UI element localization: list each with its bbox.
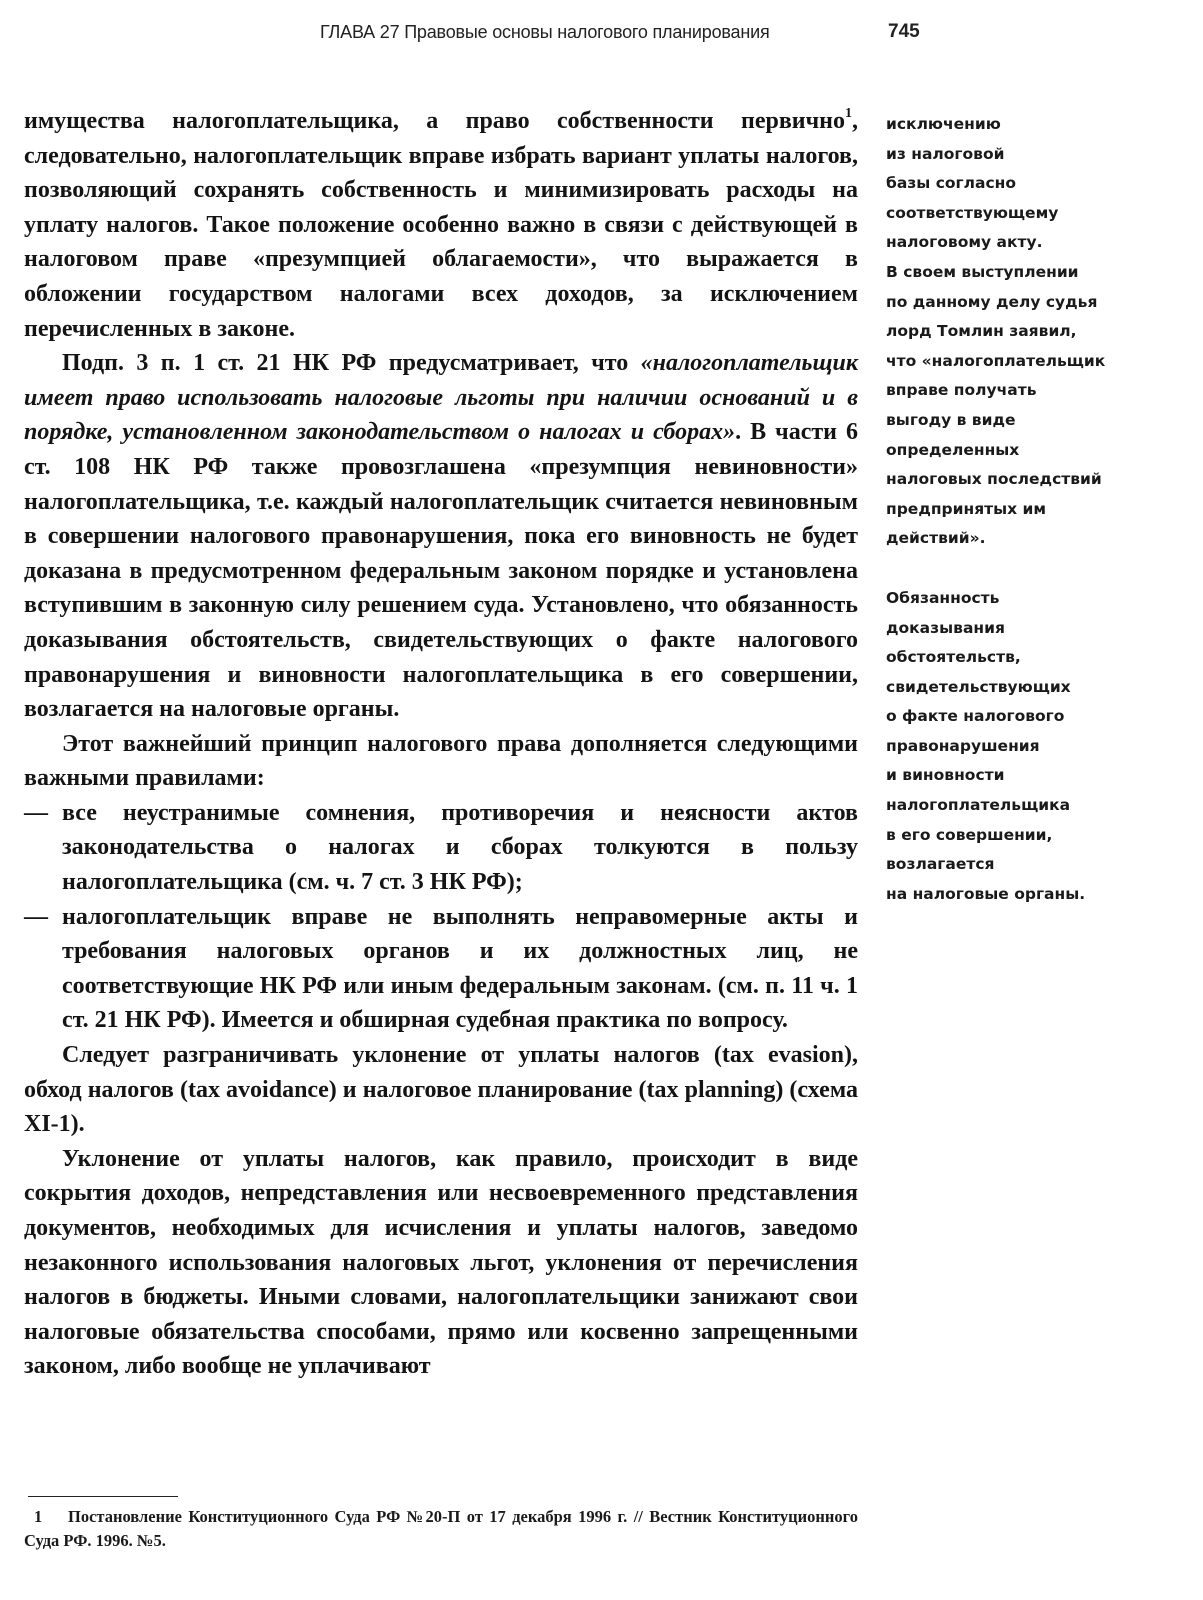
footnote-ref: 1 — [845, 106, 852, 121]
list-item-text: все неустранимые сомнения, противоречия и неясности актов законодательства о налогах и сборах толкуются в пользу налогоплательщика (см. ч. 7 ст. 3 НК РФ); — [62, 799, 858, 896]
list-item — [24, 796, 858, 900]
margin-note-1: исключению из налоговой базы согласно соответствующему налоговому акту. В своем выступлении по данному делу судья лорд Томлин заявил, что «налогоплательщик вправе получать выгоду в виде определенных налоговых последствий предпринятых им действий». — [886, 115, 1106, 548]
footnote-divider — [28, 1496, 178, 1497]
list-item-text: налогоплательщик вправе не выполнять неправомерные акты и требования налоговых органов и их должностных лиц, не соответствующие НК РФ или иным федеральным законам. (см. п. 11 ч. 1 ст. 21 НК РФ). Имеется и обширная судебная практика по вопросу. — [62, 903, 858, 1034]
paragraph-1 — [24, 104, 858, 346]
margin-note-2: Обязанность доказывания обстоятельств, свидетельствующих о факте налогового правонарушения и виновности налогоплательщика в его совершении, возлагается на налоговые органы. — [886, 588, 1086, 903]
paragraph-2-quote: «налогоплательщик имеет право использовать налоговые льготы при наличии оснований и в порядке, установленном законодательством о налогах и сборах» — [24, 350, 858, 446]
main-text — [24, 104, 858, 1384]
footnote-text: Постановление Конституционного Суда РФ №20-П от 17 декабря 1996 г. // Вестник Конституционного Суда РФ. 1996. №5. — [24, 1507, 858, 1550]
paragraph-1-text: имущества налогоплательщика, а право собственности первично — [24, 108, 845, 134]
paragraph-5: Уклонение от уплаты налогов, как правило, происходит в виде сокрытия доходов, непредставления или несвоевременного представления документов, необходимых для исчисления и уплаты налогов, заведомо незаконного использования налоговых льгот, уклонения от перечисления налогов в бюджеты. Иными словами, налогоплательщики занижают свои налоговые обязательства способами, прямо или косвенно запрещенными законом, либо вообще не уплачивают — [24, 1145, 858, 1380]
footnote — [24, 1505, 858, 1553]
running-head — [320, 18, 940, 48]
dash-marker: — — [24, 903, 48, 930]
paragraph-2-text: Подп. 3 п. 1 ст. 21 НК РФ предусматривает, что — [62, 350, 641, 377]
paragraph-2-text-cont: . В части 6 ст. 108 НК РФ также провозглашена «презумпция невиновности» налогоплательщика, т.е. каждый налогоплательщик считается невиновным в совершении налогового правонарушения, пока его виновность не будет доказана в предусмотренном федеральным законом порядке и установлена вступившим в законную силу решением суда. Установлено, что обязанность доказывания обстоятельств, свидетельствующих о факте налогового правонарушения и виновности налогоплательщика в его совершении, возлагается на налоговые органы. — [24, 419, 859, 723]
page-number: 745 — [888, 21, 920, 42]
footnote-mark: 1 — [34, 1507, 43, 1526]
paragraph-4: Следует разграничивать уклонение от уплаты налогов (tax evasion), обход налогов (tax avoidance) и налоговое планирование (tax planning) (схема XI-1). — [24, 1042, 858, 1138]
paragraph-1-text-cont: , следовательно, налогоплательщик вправе избрать вариант уплаты налогов, позволяющий сохранять собственность и минимизировать расходы на уплату налогов. Такое положение особенно важно в связи с действующей в налоговом праве «презумпцией облагаемости», что выражается в обложении государством налогами всех доходов, за исключением перечисленных в законе. — [24, 108, 858, 342]
margin-notes — [886, 110, 1186, 939]
chapter-title: ГЛАВА 27 Правовые основы налогового планирования — [320, 22, 770, 42]
list-item — [24, 900, 858, 1038]
dash-marker: — — [24, 799, 48, 826]
paragraph-3: Этот важнейший принцип налогового права дополняется следующими важными правилами: — [24, 730, 858, 792]
paragraph-2 — [24, 346, 858, 727]
